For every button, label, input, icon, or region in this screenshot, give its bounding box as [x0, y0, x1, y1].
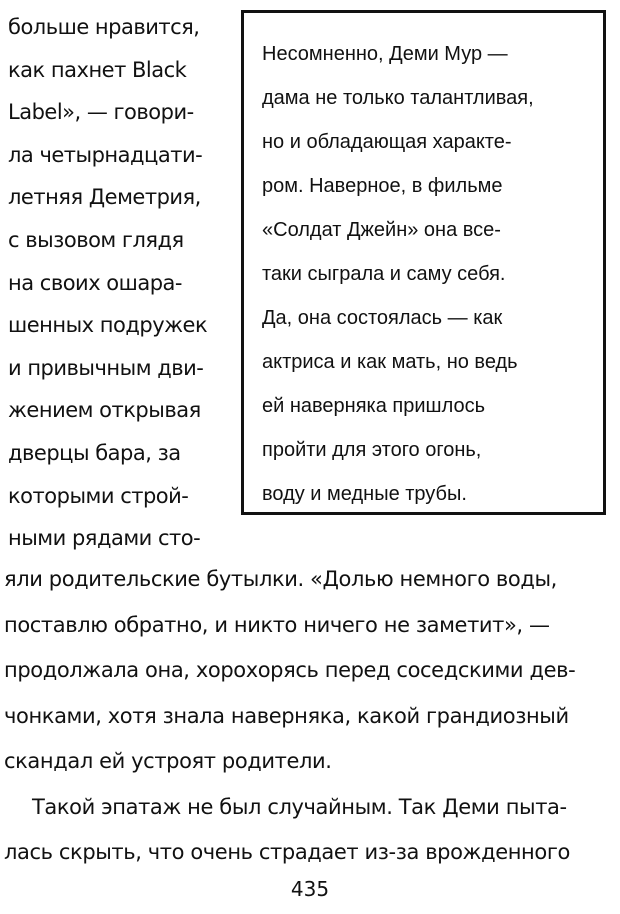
sidebar-line: ром. Наверное, в фильме — [262, 175, 503, 197]
text-line: продолжала она, хорохорясь перед соседскими дев- — [4, 658, 576, 682]
sidebar-text — [262, 32, 534, 516]
text-line: яли родительские бутылки. «Долью немного воды, — [4, 567, 557, 591]
paragraph-start-line: Такой эпатаж не был случайным. Так Деми пыта- — [32, 794, 567, 819]
text-line: поставлю обратно, и никто ничего не заметит», — — [4, 612, 550, 637]
sidebar-line: Несомненно, Деми Мур — — [262, 43, 508, 65]
text-line: жением открывая — [8, 398, 201, 423]
text-line: как пахнет Black — [8, 57, 187, 82]
sidebar-line: воду и медные трубы. — [262, 483, 467, 505]
text-line: с вызовом глядя — [8, 227, 184, 252]
sidebar-line: Да, она состоялась — как — [262, 307, 503, 329]
text-line: шенных подружек — [8, 313, 208, 338]
left-column-text — [8, 6, 234, 560]
text-line: и привычным дви- — [8, 355, 204, 380]
text-line: ными рядами сто- — [8, 526, 201, 551]
text-line: чонками, хотя знала наверняка, какой грандиозный — [4, 703, 569, 728]
text-line: Label», — говори- — [8, 100, 194, 125]
body-text — [4, 557, 612, 876]
sidebar-line: ей наверняка пришлось — [262, 395, 486, 417]
sidebar-line: пройти для этого огонь, — [262, 439, 482, 461]
sidebar-line: «Солдат Джейн» она все- — [262, 219, 501, 241]
text-line: летняя Деметрия, — [8, 185, 201, 210]
text-line: дверцы бара, за — [8, 440, 181, 465]
text-line: больше нравится, — [8, 15, 200, 39]
text-line: скандал ей устроят родители. — [4, 749, 332, 773]
text-line: ла четырнадцати- — [8, 142, 203, 167]
sidebar-line: но и обладающая характе- — [262, 131, 512, 153]
page-number: 435 — [290, 877, 330, 901]
text-line: на своих ошара- — [8, 270, 183, 295]
text-line: лась скрыть, что очень страдает из-за врожденного — [4, 840, 570, 864]
sidebar-box — [241, 10, 606, 515]
sidebar-line: дама не только талантливая, — [262, 87, 534, 109]
sidebar-line: таки сыграла и саму себя. — [262, 263, 506, 285]
text-line: которыми строй- — [8, 483, 189, 508]
sidebar-line: актриса и как мать, но ведь — [262, 351, 518, 373]
